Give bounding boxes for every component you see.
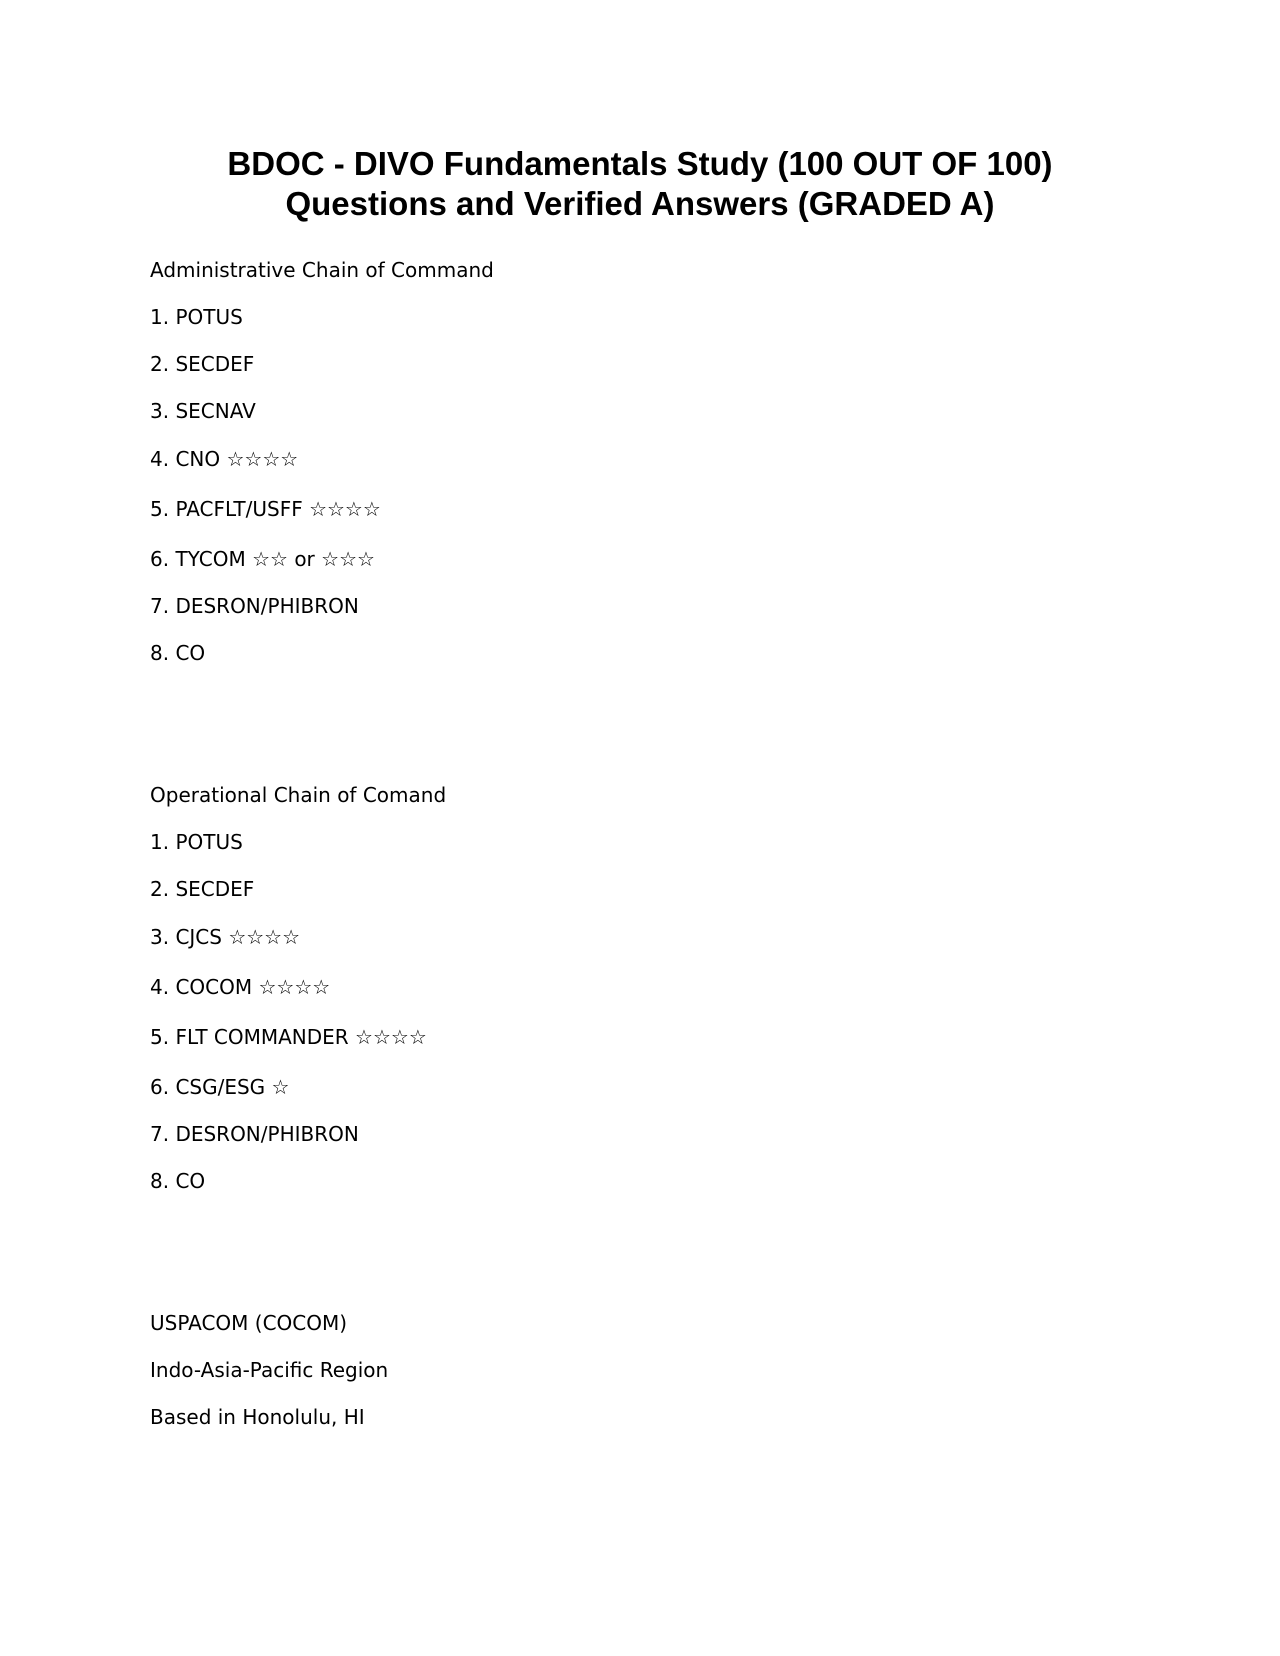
operational-chain-item-3: 3. CJCS ☆☆☆☆ [150,925,301,949]
operational-chain-item-5: 5. FLT COMMANDER ☆☆☆☆ [150,1025,427,1049]
admin-chain-item-2: 2. SECDEF [150,352,255,376]
page-title [0,144,1280,224]
title-line-1: BDOC - DIVO Fundamentals Study (100 OUT OF 100) [227,145,1053,182]
operational-chain-item-1: 1. POTUS [150,830,243,854]
operational-chain-item-2: 2. SECDEF [150,877,255,901]
operational-chain-item-6: 6. CSG/ESG ☆ [150,1075,290,1099]
admin-chain-item-1: 1. POTUS [150,305,243,329]
admin-chain-item-6: 6. TYCOM ☆☆ or ☆☆☆ [150,547,375,571]
operational-chain-heading: Operational Chain of Comand [150,783,447,807]
operational-chain-item-8: 8. CO [150,1169,206,1193]
admin-chain-heading: Administrative Chain of Command [150,258,494,282]
admin-chain-item-7: 7. DESRON/PHIBRON [150,594,359,618]
admin-chain-item-3: 3. SECNAV [150,399,256,423]
operational-chain-item-4: 4. COCOM ☆☆☆☆ [150,975,331,999]
uspacom-base: Based in Honolulu, HI [150,1405,365,1429]
admin-chain-item-4: 4. CNO ☆☆☆☆ [150,447,299,471]
title-line-2: Questions and Verified Answers (GRADED A) [285,185,995,222]
uspacom-region: Indo-Asia-Pacific Region [150,1358,389,1382]
admin-chain-item-8: 8. CO [150,641,206,665]
uspacom-heading: USPACOM (COCOM) [150,1311,348,1335]
admin-chain-item-5: 5. PACFLT/USFF ☆☆☆☆ [150,497,381,521]
operational-chain-item-7: 7. DESRON/PHIBRON [150,1122,359,1146]
